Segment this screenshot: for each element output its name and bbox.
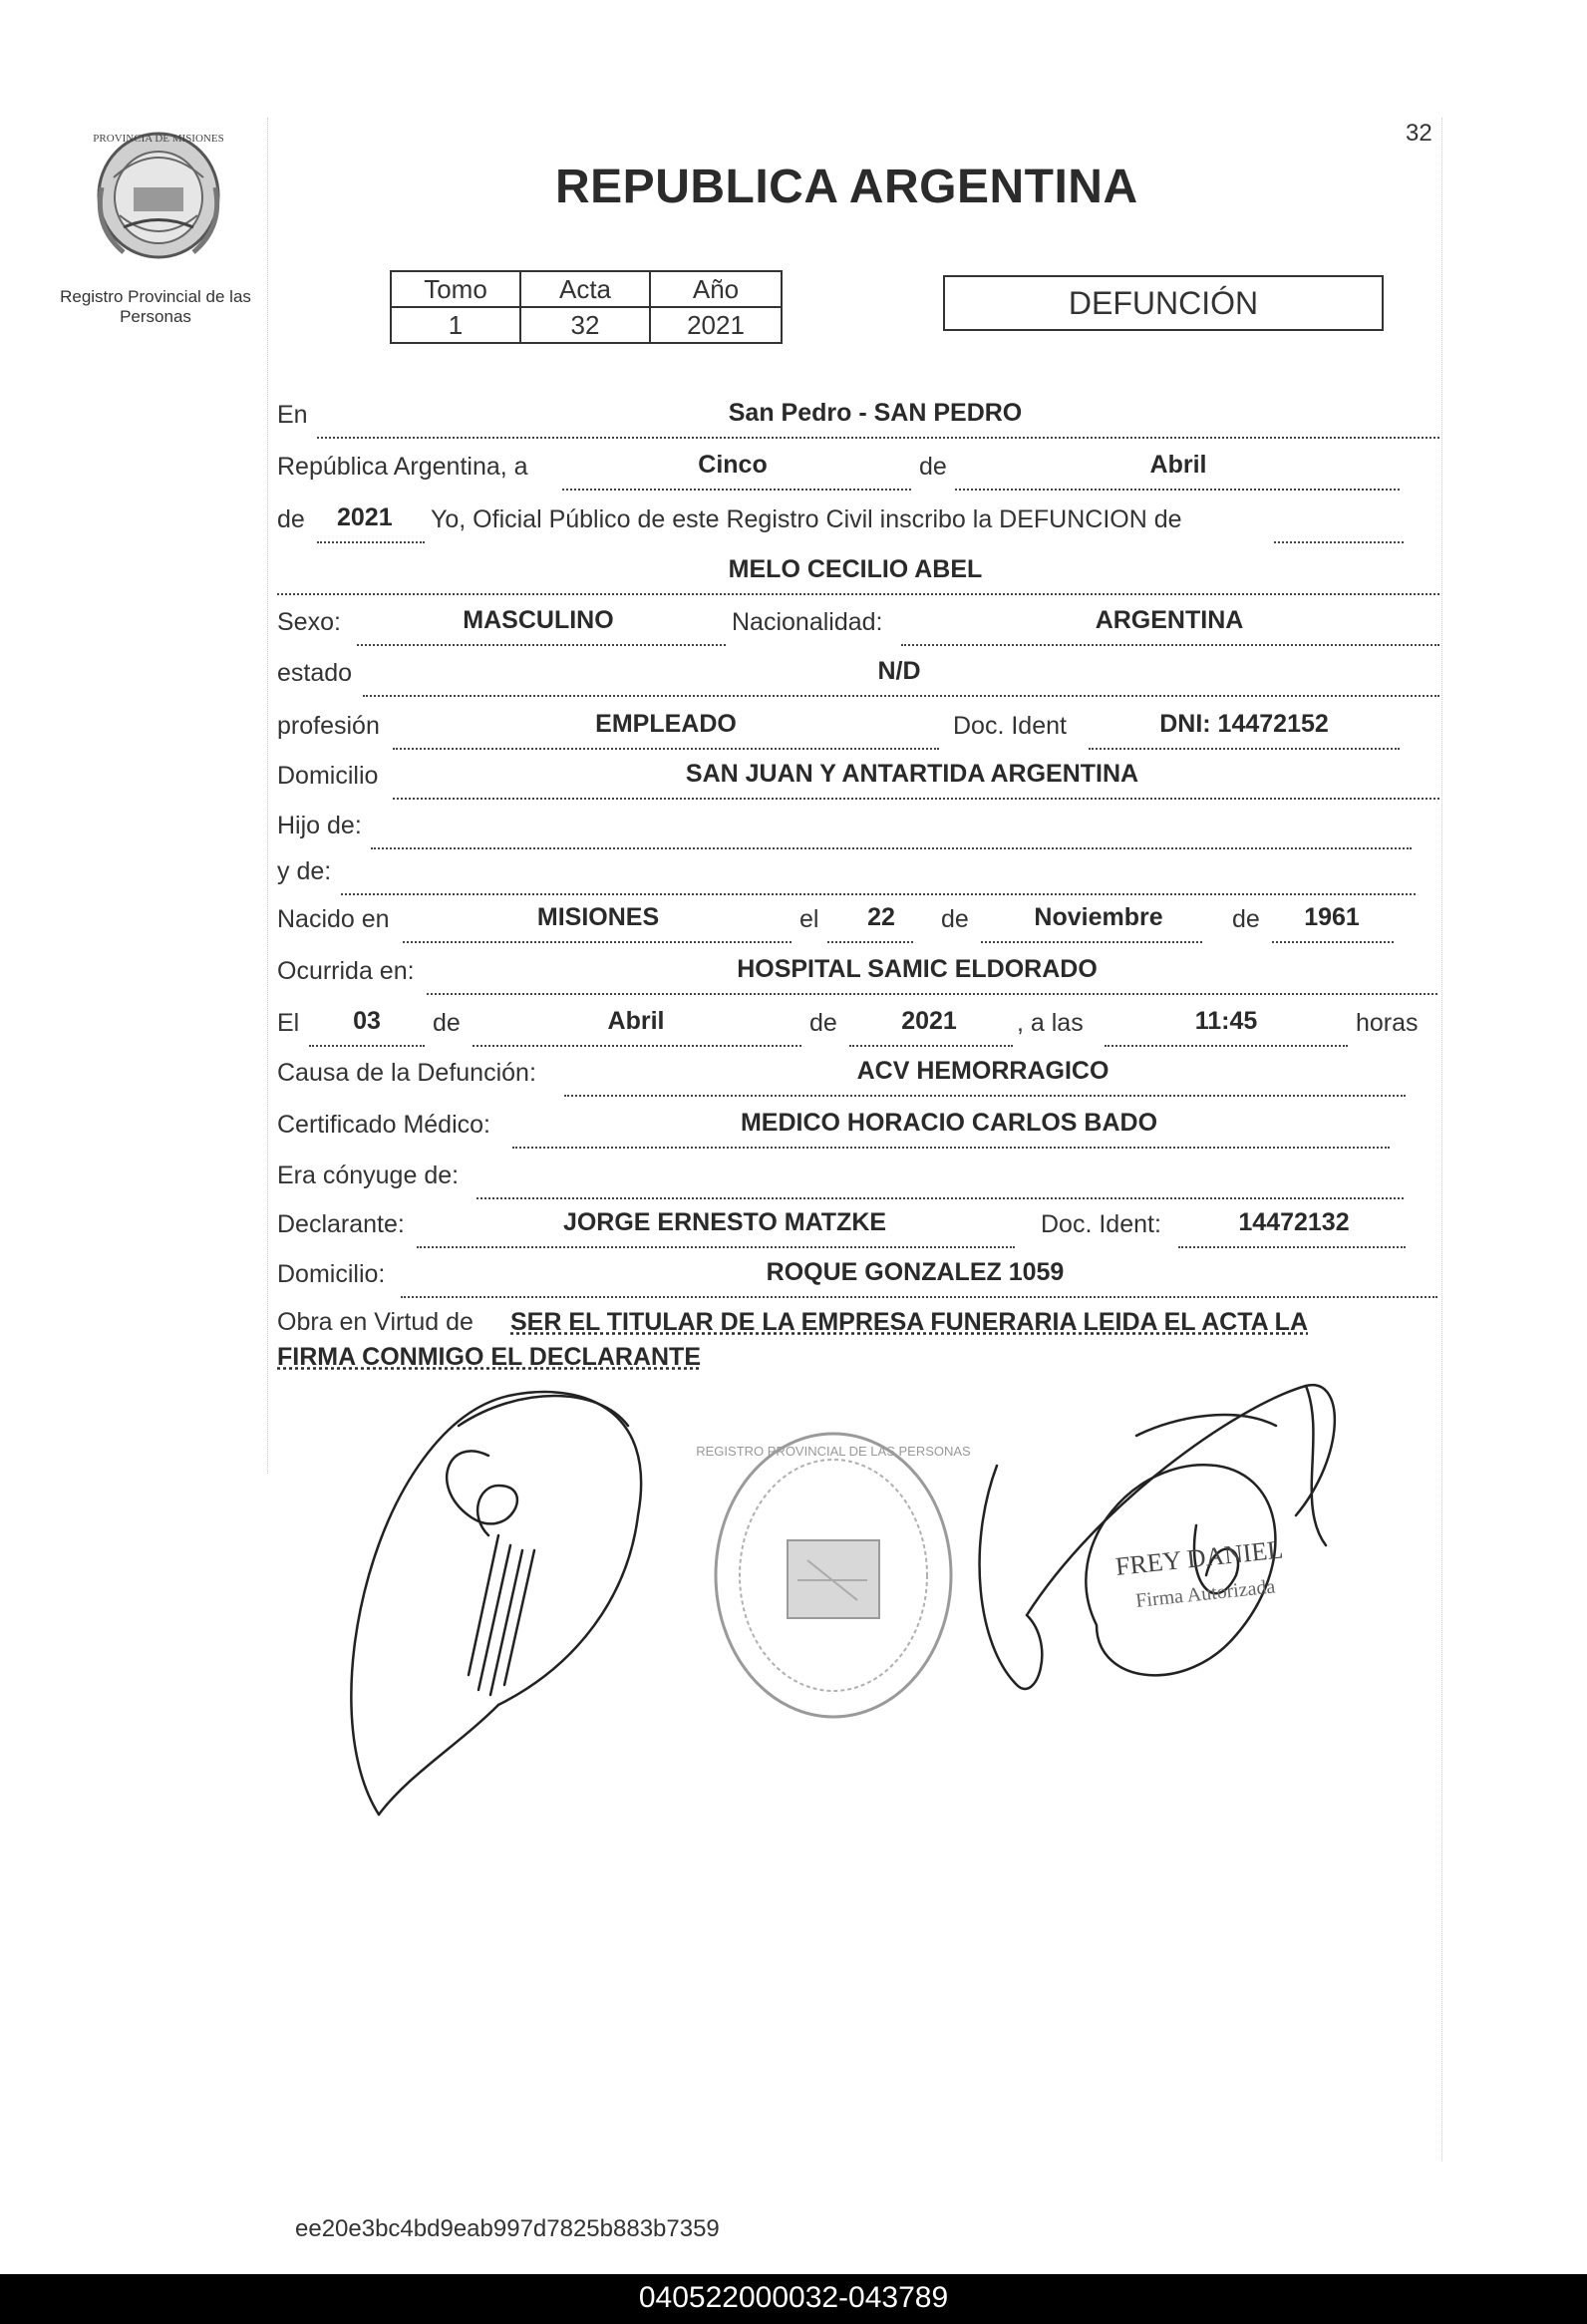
doc-ident-label: Doc. Ident bbox=[953, 712, 1067, 740]
doc-ident-value: DNI: 14472152 bbox=[1159, 710, 1329, 738]
page-number: 32 bbox=[1406, 120, 1432, 147]
el-label: el bbox=[799, 905, 819, 933]
obra-label: Obra en Virtud de bbox=[277, 1308, 474, 1336]
table-value-acta: 32 bbox=[520, 307, 650, 343]
ocurrida-label: Ocurrida en: bbox=[277, 957, 415, 985]
declarant-signature bbox=[351, 1392, 641, 1815]
nacido-label: Nacido en bbox=[277, 905, 390, 933]
table-value-tomo: 1 bbox=[391, 307, 520, 343]
left-margin-line bbox=[267, 118, 268, 1474]
republica-label: República Argentina, a bbox=[277, 453, 528, 481]
sexo-label: Sexo: bbox=[277, 608, 341, 636]
document-hash: ee20e3bc4bd9eab997d7825b883b7359 bbox=[295, 2215, 720, 2242]
record-table-value-row bbox=[391, 307, 782, 343]
signature-stamp-subtext: Firma Autorizada bbox=[1134, 1575, 1277, 1612]
name-value: MELO CECILIO ABEL bbox=[728, 555, 983, 583]
domicilio2-value: ROQUE GONZALEZ 1059 bbox=[766, 1258, 1065, 1286]
causa-label: Causa de la Defunción: bbox=[277, 1059, 536, 1087]
hijo-dotted-line bbox=[371, 818, 1412, 849]
sexo-value: MASCULINO bbox=[463, 606, 614, 634]
domicilio-label: Domicilio bbox=[277, 762, 379, 790]
seal-ring-text: REGISTRO PROVINCIAL DE LAS PERSONAS bbox=[696, 1444, 971, 1459]
death-day-value: 03 bbox=[353, 1007, 381, 1035]
nacido-value: MISIONES bbox=[536, 903, 660, 931]
nacionalidad-value: ARGENTINA bbox=[1095, 606, 1244, 634]
yo-dotted-line bbox=[1274, 511, 1404, 543]
estado-value: N/D bbox=[877, 657, 921, 685]
certificado-value: MEDICO HORACIO CARLOS BADO bbox=[740, 1109, 1158, 1137]
de-year-label: de bbox=[277, 505, 305, 533]
certificado-label: Certificado Médico: bbox=[277, 1111, 490, 1139]
birth-de-label: de bbox=[941, 905, 969, 933]
table-header-tomo: Tomo bbox=[391, 271, 520, 307]
table-value-ano: 2021 bbox=[650, 307, 782, 343]
hijo-label: Hijo de: bbox=[277, 812, 362, 839]
registry-name: Registro Provincial de las Personas bbox=[60, 287, 251, 326]
death-de-label: de bbox=[433, 1009, 461, 1037]
year-value: 2021 bbox=[337, 503, 393, 531]
estado-label: estado bbox=[277, 659, 353, 687]
profesion-value: EMPLEADO bbox=[595, 710, 737, 738]
month-value: Abril bbox=[1149, 451, 1207, 479]
birth-month-value: Noviembre bbox=[1034, 903, 1163, 931]
record-table bbox=[390, 270, 783, 344]
declarante-label: Declarante: bbox=[277, 1210, 405, 1238]
doc2-value: 14472132 bbox=[1238, 1208, 1350, 1236]
birth-day-value: 22 bbox=[867, 903, 895, 931]
domicilio-value: SAN JUAN Y ANTARTIDA ARGENTINA bbox=[685, 760, 1139, 788]
signatures-area bbox=[339, 1346, 1416, 1844]
alas-label: , a las bbox=[1017, 1009, 1084, 1037]
page-title: REPUBLICA ARGENTINA bbox=[555, 161, 1138, 213]
nacionalidad-label: Nacionalidad: bbox=[732, 608, 883, 636]
record-type-box: DEFUNCIÓN bbox=[943, 275, 1384, 331]
yde-label: y de: bbox=[277, 857, 332, 885]
causa-value: ACV HEMORRAGICO bbox=[856, 1057, 1110, 1085]
death-de2-label: de bbox=[809, 1009, 837, 1037]
death-time-value: 11:45 bbox=[1194, 1007, 1258, 1035]
document-id: 040522000032-043789 bbox=[638, 2281, 949, 2314]
death-month-value: Abril bbox=[607, 1007, 665, 1035]
yo-text: Yo, Oficial Público de este Registro Civil inscribo la DEFUNCION de bbox=[431, 505, 1182, 533]
record-table-header-row bbox=[391, 271, 782, 307]
de-label: de bbox=[919, 453, 947, 481]
table-header-acta: Acta bbox=[520, 271, 650, 307]
declarante-value: JORGE ERNESTO MATZKE bbox=[562, 1208, 887, 1236]
province-seal-logo bbox=[84, 118, 233, 265]
obra-value-line1: SER EL TITULAR DE LA EMPRESA FUNERARIA LEIDA EL ACTA LA bbox=[510, 1308, 1309, 1336]
right-margin-line bbox=[1441, 118, 1442, 2161]
ocurrida-value: HOSPITAL SAMIC ELDORADO bbox=[737, 955, 1098, 983]
conyuge-dotted-line bbox=[476, 1167, 1404, 1199]
yde-dotted-line bbox=[341, 863, 1416, 895]
table-header-ano: Año bbox=[650, 271, 782, 307]
seal-text: PROVINCIA DE MISIONES bbox=[93, 133, 224, 145]
obra-value-line2: FIRMA CONMIGO EL DECLARANTE bbox=[277, 1343, 701, 1371]
day-value: Cinco bbox=[698, 451, 768, 479]
en-value: San Pedro - SAN PEDRO bbox=[728, 399, 1023, 427]
death-year-value: 2021 bbox=[901, 1007, 957, 1035]
official-seal bbox=[696, 1434, 971, 1717]
birth-year-value: 1961 bbox=[1304, 903, 1360, 931]
profesion-label: profesión bbox=[277, 712, 380, 740]
signature-stamp-text: FREY DANIEL bbox=[1113, 1534, 1285, 1581]
conyuge-label: Era cónyuge de: bbox=[277, 1162, 460, 1189]
domicilio2-label: Domicilio: bbox=[277, 1260, 386, 1288]
horas-label: horas bbox=[1356, 1009, 1419, 1037]
doc2-label: Doc. Ident: bbox=[1041, 1210, 1161, 1238]
en-label: En bbox=[277, 401, 308, 429]
birth-de2-label: de bbox=[1232, 905, 1260, 933]
el2-label: El bbox=[277, 1009, 300, 1037]
